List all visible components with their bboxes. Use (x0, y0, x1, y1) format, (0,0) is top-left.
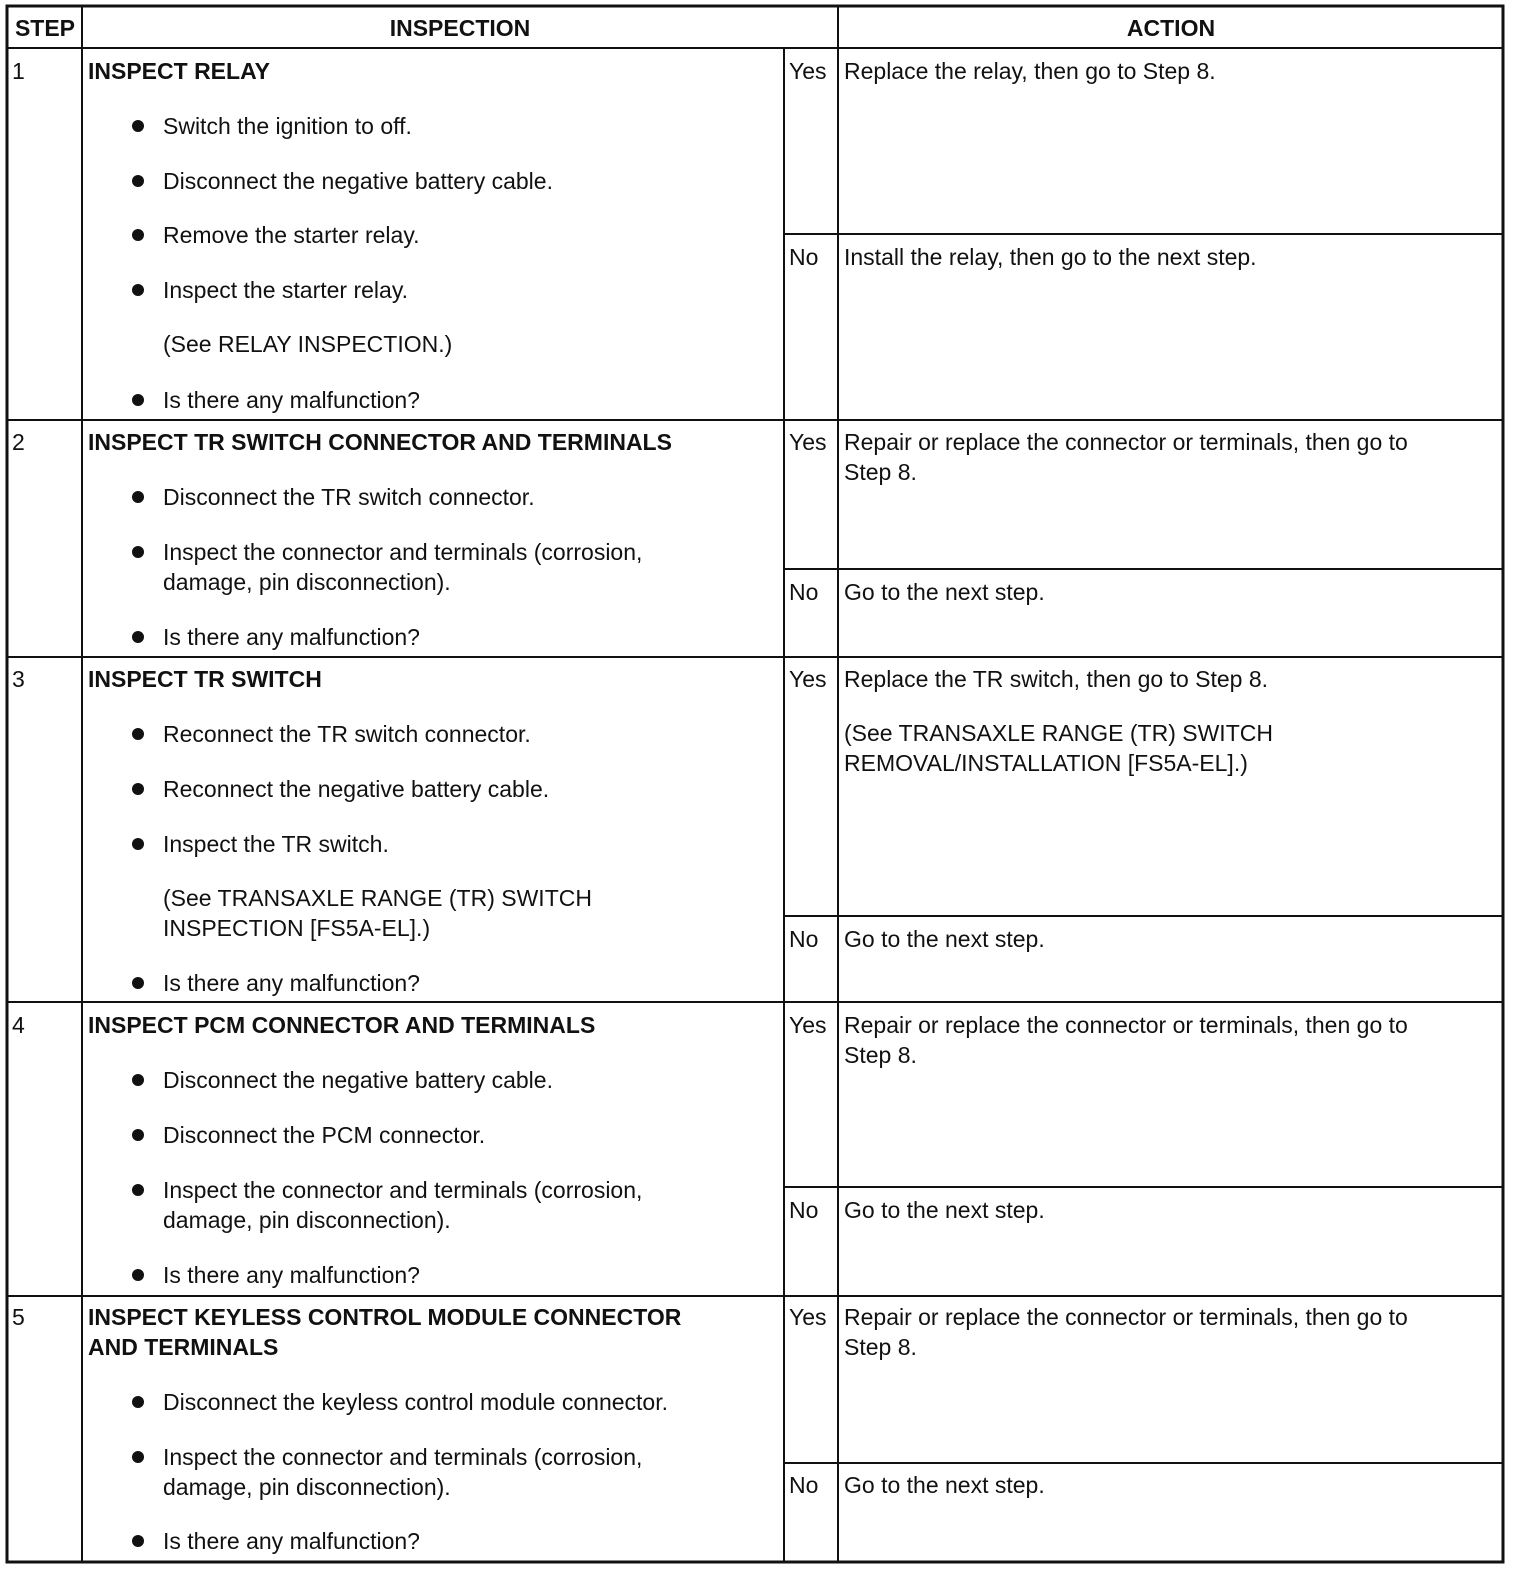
inspection-item: Inspect the connector and terminals (corrosion, (163, 1444, 643, 1470)
bullet-icon (132, 546, 144, 558)
step-number: 5 (12, 1304, 25, 1330)
yes-label: Yes (789, 58, 827, 84)
inspection-reference: (See RELAY INSPECTION.) (163, 331, 453, 357)
step-title: INSPECT TR SWITCH CONNECTOR AND TERMINALS (88, 429, 672, 455)
bullet-icon (132, 175, 144, 187)
inspection-item: Reconnect the negative battery cable. (163, 776, 550, 802)
step-title: INSPECT PCM CONNECTOR AND TERMINALS (88, 1012, 596, 1038)
inspection-item: Inspect the connector and terminals (corrosion, (163, 539, 643, 565)
bullet-icon (132, 1074, 144, 1086)
inspection-item: Disconnect the TR switch connector. (163, 484, 535, 510)
bullet-icon (132, 1129, 144, 1141)
bullet-icon (132, 284, 144, 296)
step-number: 1 (12, 58, 25, 84)
inspection-item: Disconnect the PCM connector. (163, 1122, 486, 1148)
bullet-icon (132, 394, 144, 406)
step-number: 3 (12, 666, 25, 692)
inspection-reference: (See TRANSAXLE RANGE (TR) SWITCH (163, 885, 592, 911)
yes-action-continued: Step 8. (844, 1042, 917, 1068)
inspection-item: Inspect the TR switch. (163, 831, 389, 857)
yes-label: Yes (789, 429, 827, 455)
inspection-question: Is there any malfunction? (163, 387, 420, 413)
header-inspection: INSPECTION (389, 15, 531, 41)
step-title: INSPECT RELAY (88, 58, 270, 84)
bullet-icon (132, 977, 144, 989)
bullet-icon (132, 1396, 144, 1408)
no-action: Go to the next step. (844, 1197, 1045, 1223)
inspection-item: Disconnect the negative battery cable. (163, 1067, 553, 1093)
bullet-icon (132, 1184, 144, 1196)
yes-action-reference: (See TRANSAXLE RANGE (TR) SWITCH (844, 720, 1273, 746)
yes-action-reference-continued: REMOVAL/INSTALLATION [FS5A-EL].) (844, 750, 1248, 776)
inspection-item: Reconnect the TR switch connector. (163, 721, 531, 747)
bullet-icon (132, 728, 144, 740)
inspection-question: Is there any malfunction? (163, 624, 420, 650)
no-label: No (789, 579, 819, 605)
yes-label: Yes (789, 1012, 827, 1038)
inspection-reference-continued: INSPECTION [FS5A-EL].) (163, 915, 431, 941)
yes-action-continued: Step 8. (844, 459, 917, 485)
inspection-item-continued: damage, pin disconnection). (163, 1207, 451, 1233)
inspection-question: Is there any malfunction? (163, 1528, 420, 1554)
bullet-icon (132, 1535, 144, 1547)
inspection-item-continued: damage, pin disconnection). (163, 569, 451, 595)
yes-action: Replace the TR switch, then go to Step 8. (844, 666, 1269, 692)
inspection-item: Disconnect the negative battery cable. (163, 168, 553, 194)
bullet-icon (132, 838, 144, 850)
step-title: INSPECT KEYLESS CONTROL MODULE CONNECTOR (88, 1304, 682, 1330)
yes-label: Yes (789, 1304, 827, 1330)
bullet-icon (132, 1269, 144, 1281)
no-action: Go to the next step. (844, 579, 1045, 605)
no-label: No (789, 244, 819, 270)
step-title: INSPECT TR SWITCH (88, 666, 322, 692)
inspection-item: Remove the starter relay. (163, 222, 420, 248)
inspection-item-continued: damage, pin disconnection). (163, 1474, 451, 1500)
bullet-icon (132, 631, 144, 643)
yes-action: Replace the relay, then go to Step 8. (844, 58, 1216, 84)
yes-action: Repair or replace the connector or terminals, then go to (844, 1012, 1408, 1038)
yes-action: Repair or replace the connector or terminals, then go to (844, 429, 1408, 455)
yes-label: Yes (789, 666, 827, 692)
bullet-icon (132, 120, 144, 132)
header-action: ACTION (1126, 15, 1216, 41)
header-step: STEP (14, 15, 76, 41)
yes-action: Repair or replace the connector or terminals, then go to (844, 1304, 1408, 1330)
inspection-item: Switch the ignition to off. (163, 113, 412, 139)
bullet-icon (132, 1451, 144, 1463)
no-label: No (789, 926, 819, 952)
inspection-question: Is there any malfunction? (163, 970, 420, 996)
bullet-icon (132, 783, 144, 795)
bullet-icon (132, 229, 144, 241)
bullet-icon (132, 491, 144, 503)
inspection-item: Disconnect the keyless control module connector. (163, 1389, 668, 1415)
step-number: 4 (12, 1012, 25, 1038)
no-action: Go to the next step. (844, 1472, 1045, 1498)
no-action: Go to the next step. (844, 926, 1045, 952)
step-number: 2 (12, 429, 25, 455)
no-label: No (789, 1197, 819, 1223)
step-title-continued: AND TERMINALS (88, 1334, 279, 1360)
inspection-item: Inspect the connector and terminals (corrosion, (163, 1177, 643, 1203)
yes-action-continued: Step 8. (844, 1334, 917, 1360)
inspection-question: Is there any malfunction? (163, 1262, 420, 1288)
no-action: Install the relay, then go to the next step. (844, 244, 1257, 270)
no-label: No (789, 1472, 819, 1498)
inspection-item: Inspect the starter relay. (163, 277, 409, 303)
